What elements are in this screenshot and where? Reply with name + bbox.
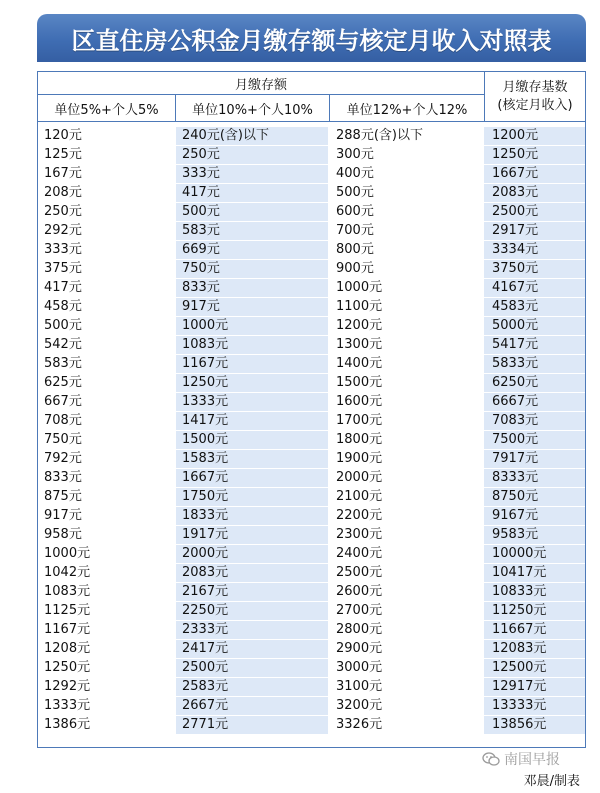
cell-base: 5833元 <box>484 355 585 373</box>
title-bar <box>37 14 586 62</box>
header-col-12-percent: 单位12%+个人12% <box>346 102 468 118</box>
cell-12-percent: 300元 <box>336 147 374 162</box>
cell-10-percent: 750元 <box>176 260 328 278</box>
cell-base: 11667元 <box>484 621 585 639</box>
table-row <box>38 355 585 374</box>
cell-base: 8750元 <box>484 488 585 506</box>
cell-base: 4583元 <box>484 298 585 316</box>
cell-12-percent: 1300元 <box>336 337 383 352</box>
cell-base: 13333元 <box>484 697 585 715</box>
cell-10-percent: 333元 <box>176 165 328 183</box>
cell-base: 13856元 <box>484 716 585 734</box>
table-row <box>38 412 585 431</box>
cell-12-percent: 900元 <box>336 261 374 276</box>
cell-base: 5000元 <box>484 317 585 335</box>
header-group-monthly-deposit: 月缴存额 <box>38 72 484 95</box>
table-row <box>38 659 585 678</box>
cell-5-percent: 1250元 <box>44 660 91 675</box>
cell-base: 7500元 <box>484 431 585 449</box>
cell-12-percent: 400元 <box>336 166 374 181</box>
cell-12-percent: 2300元 <box>336 527 383 542</box>
cell-5-percent: 500元 <box>44 318 82 333</box>
cell-base: 2083元 <box>484 184 585 202</box>
table-row <box>38 716 585 735</box>
cell-5-percent: 583元 <box>44 356 82 371</box>
cell-10-percent: 2500元 <box>176 659 328 677</box>
cell-12-percent: 2700元 <box>336 603 383 618</box>
cell-5-percent: 750元 <box>44 432 82 447</box>
cell-base: 9583元 <box>484 526 585 544</box>
cell-10-percent: 240元(含)以下 <box>176 127 328 145</box>
cell-12-percent: 3100元 <box>336 679 383 694</box>
wechat-icon <box>482 752 500 766</box>
table-row <box>38 621 585 640</box>
cell-5-percent: 375元 <box>44 261 82 276</box>
cell-5-percent: 833元 <box>44 470 82 485</box>
cell-base: 8333元 <box>484 469 585 487</box>
cell-12-percent: 2400元 <box>336 546 383 561</box>
cell-5-percent: 1386元 <box>44 717 91 732</box>
cell-base: 12917元 <box>484 678 585 696</box>
table-row <box>38 526 585 545</box>
table-row <box>38 450 585 469</box>
cell-5-percent: 708元 <box>44 413 82 428</box>
cell-10-percent: 917元 <box>176 298 328 316</box>
cell-base: 6667元 <box>484 393 585 411</box>
table-title: 区直住房公积金月缴存额与核定月收入对照表 <box>71 26 552 55</box>
cell-base: 1667元 <box>484 165 585 183</box>
table-row <box>38 697 585 716</box>
cell-10-percent: 1000元 <box>176 317 328 335</box>
cell-5-percent: 875元 <box>44 489 82 504</box>
cell-base: 3334元 <box>484 241 585 259</box>
cell-12-percent: 1100元 <box>336 299 383 314</box>
table-row <box>38 678 585 697</box>
header-col-10-percent: 单位10%+个人10% <box>192 102 313 118</box>
credit-line: 邓晨/制表 <box>523 774 580 789</box>
table-row <box>38 222 585 241</box>
cell-base: 3750元 <box>484 260 585 278</box>
table-row <box>38 127 585 146</box>
table-row <box>38 374 585 393</box>
cell-5-percent: 542元 <box>44 337 82 352</box>
cell-5-percent: 417元 <box>44 280 82 295</box>
cell-10-percent: 1750元 <box>176 488 328 506</box>
table-row <box>38 203 585 222</box>
cell-5-percent: 208元 <box>44 185 82 200</box>
cell-5-percent: 667元 <box>44 394 82 409</box>
cell-5-percent: 458元 <box>44 299 82 314</box>
cell-5-percent: 333元 <box>44 242 82 257</box>
cell-5-percent: 1083元 <box>44 584 91 599</box>
cell-5-percent: 1292元 <box>44 679 91 694</box>
cell-12-percent: 3200元 <box>336 698 383 713</box>
cell-5-percent: 250元 <box>44 204 82 219</box>
cell-base: 10833元 <box>484 583 585 601</box>
header-bottom-rule <box>38 121 585 122</box>
cell-base: 1200元 <box>484 127 585 145</box>
cell-12-percent: 2900元 <box>336 641 383 656</box>
cell-12-percent: 3326元 <box>336 717 383 732</box>
cell-base: 11250元 <box>484 602 585 620</box>
cell-10-percent: 1083元 <box>176 336 328 354</box>
cell-12-percent: 1000元 <box>336 280 383 295</box>
cell-10-percent: 1583元 <box>176 450 328 468</box>
header-base-line2: (核定月收入) <box>497 97 573 113</box>
table-row <box>38 241 585 260</box>
cell-10-percent: 2771元 <box>176 716 328 734</box>
cell-12-percent: 1800元 <box>336 432 383 447</box>
cell-12-percent: 1700元 <box>336 413 383 428</box>
cell-10-percent: 2167元 <box>176 583 328 601</box>
row-rule <box>38 734 585 735</box>
cell-12-percent: 288元(含)以下 <box>336 128 423 143</box>
cell-10-percent: 1167元 <box>176 355 328 373</box>
cell-12-percent: 1400元 <box>336 356 383 371</box>
table-row <box>38 184 585 203</box>
cell-10-percent: 2667元 <box>176 697 328 715</box>
cell-base: 9167元 <box>484 507 585 525</box>
header-col-base <box>484 72 585 121</box>
cell-base: 12083元 <box>484 640 585 658</box>
cell-10-percent: 2000元 <box>176 545 328 563</box>
cell-5-percent: 1333元 <box>44 698 91 713</box>
table-row <box>38 640 585 659</box>
cell-5-percent: 1042元 <box>44 565 91 580</box>
cell-5-percent: 120元 <box>44 128 82 143</box>
cell-5-percent: 1125元 <box>44 603 91 618</box>
cell-12-percent: 2500元 <box>336 565 383 580</box>
table-row <box>38 469 585 488</box>
table-row <box>38 583 585 602</box>
cell-12-percent: 2100元 <box>336 489 383 504</box>
table-row <box>38 336 585 355</box>
watermark-text: 南国早报 <box>504 752 560 768</box>
cell-10-percent: 1667元 <box>176 469 328 487</box>
cell-10-percent: 669元 <box>176 241 328 259</box>
cell-12-percent: 1600元 <box>336 394 383 409</box>
cell-10-percent: 833元 <box>176 279 328 297</box>
cell-5-percent: 958元 <box>44 527 82 542</box>
cell-10-percent: 1833元 <box>176 507 328 525</box>
cell-12-percent: 1900元 <box>336 451 383 466</box>
cell-base: 4167元 <box>484 279 585 297</box>
table-row <box>38 260 585 279</box>
table-row <box>38 146 585 165</box>
cell-5-percent: 125元 <box>44 147 82 162</box>
cell-12-percent: 1200元 <box>336 318 383 333</box>
cell-12-percent: 700元 <box>336 223 374 238</box>
cell-5-percent: 625元 <box>44 375 82 390</box>
header-col-5-percent: 单位5%+个人5% <box>54 102 159 118</box>
cell-5-percent: 1167元 <box>44 622 91 637</box>
cell-10-percent: 417元 <box>176 184 328 202</box>
cell-12-percent: 3000元 <box>336 660 383 675</box>
cell-10-percent: 2583元 <box>176 678 328 696</box>
table-row <box>38 602 585 621</box>
cell-10-percent: 2083元 <box>176 564 328 582</box>
cell-10-percent: 1417元 <box>176 412 328 430</box>
cell-base: 12500元 <box>484 659 585 677</box>
cell-5-percent: 792元 <box>44 451 82 466</box>
cell-10-percent: 1333元 <box>176 393 328 411</box>
cell-12-percent: 1500元 <box>336 375 383 390</box>
cell-5-percent: 167元 <box>44 166 82 181</box>
cell-base: 6250元 <box>484 374 585 392</box>
cell-10-percent: 500元 <box>176 203 328 221</box>
cell-12-percent: 2200元 <box>336 508 383 523</box>
cell-12-percent: 2000元 <box>336 470 383 485</box>
header-base-line1: 月缴存基数 <box>502 79 568 95</box>
cell-12-percent: 500元 <box>336 185 374 200</box>
cell-12-percent: 800元 <box>336 242 374 257</box>
cell-10-percent: 2333元 <box>176 621 328 639</box>
table-body <box>38 127 585 735</box>
cell-10-percent: 2250元 <box>176 602 328 620</box>
cell-base: 2500元 <box>484 203 585 221</box>
cell-base: 5417元 <box>484 336 585 354</box>
cell-base: 10417元 <box>484 564 585 582</box>
cell-5-percent: 1208元 <box>44 641 91 656</box>
cell-10-percent: 2417元 <box>176 640 328 658</box>
cell-10-percent: 583元 <box>176 222 328 240</box>
table-row <box>38 431 585 450</box>
table-row <box>38 393 585 412</box>
cell-12-percent: 2600元 <box>336 584 383 599</box>
cell-5-percent: 1000元 <box>44 546 91 561</box>
contribution-table <box>37 71 586 748</box>
table-row <box>38 165 585 184</box>
cell-5-percent: 917元 <box>44 508 82 523</box>
cell-12-percent: 2800元 <box>336 622 383 637</box>
cell-base: 7917元 <box>484 450 585 468</box>
table-row <box>38 564 585 583</box>
cell-5-percent: 292元 <box>44 223 82 238</box>
cell-10-percent: 1250元 <box>176 374 328 392</box>
table-row <box>38 298 585 317</box>
table-row <box>38 545 585 564</box>
table-row <box>38 507 585 526</box>
cell-base: 10000元 <box>484 545 585 563</box>
watermark <box>482 749 560 769</box>
cell-10-percent: 1500元 <box>176 431 328 449</box>
cell-base: 1250元 <box>484 146 585 164</box>
cell-10-percent: 250元 <box>176 146 328 164</box>
table-row <box>38 317 585 336</box>
cell-base: 7083元 <box>484 412 585 430</box>
table-row <box>38 279 585 298</box>
cell-10-percent: 1917元 <box>176 526 328 544</box>
table-row <box>38 488 585 507</box>
cell-base: 2917元 <box>484 222 585 240</box>
cell-12-percent: 600元 <box>336 204 374 219</box>
